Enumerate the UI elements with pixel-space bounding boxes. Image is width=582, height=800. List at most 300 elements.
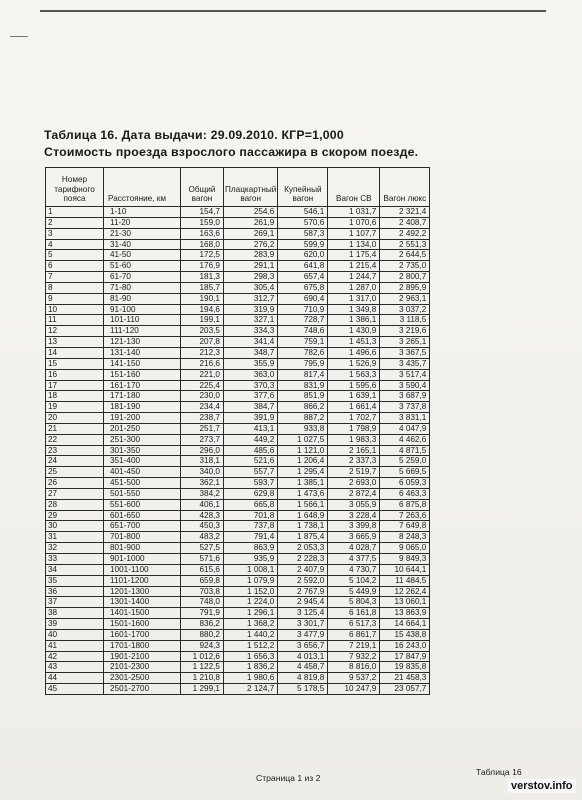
cell-platzkart: 2 124,7	[224, 684, 278, 695]
cell-common: 159,0	[181, 217, 224, 228]
cell-zone: 12	[46, 326, 104, 337]
cell-sv: 7 932,2	[328, 651, 380, 662]
cell-zone: 31	[46, 532, 104, 543]
cell-coupe: 599,9	[278, 239, 328, 250]
table-row	[46, 293, 430, 304]
cell-lux: 3 687,9	[380, 391, 430, 402]
cell-distance: 191-200	[104, 413, 181, 424]
cell-lux: 3 265,1	[380, 337, 430, 348]
cell-platzkart: 391,9	[224, 413, 278, 424]
cell-lux: 23 057,7	[380, 684, 430, 695]
cell-lux: 3 367,5	[380, 347, 430, 358]
cell-platzkart: 319,9	[224, 304, 278, 315]
cell-zone: 43	[46, 662, 104, 673]
cell-platzkart: 1 656,3	[224, 651, 278, 662]
cell-lux: 3 118,5	[380, 315, 430, 326]
cell-lux: 13 863,9	[380, 608, 430, 619]
table-row	[46, 597, 430, 608]
cell-platzkart: 1 980,6	[224, 673, 278, 684]
cell-distance: 31-40	[104, 239, 181, 250]
cell-coupe: 887,2	[278, 413, 328, 424]
cell-distance: 1601-1700	[104, 629, 181, 640]
cell-common: 483,2	[181, 532, 224, 543]
cell-distance: 151-160	[104, 369, 181, 380]
cell-platzkart: 1 152,0	[224, 586, 278, 597]
table-row	[46, 272, 430, 283]
cell-platzkart: 935,9	[224, 554, 278, 565]
cell-distance: 901-1000	[104, 554, 181, 565]
cell-distance: 81-90	[104, 293, 181, 304]
cell-zone: 39	[46, 619, 104, 630]
cell-platzkart: 370,3	[224, 380, 278, 391]
cell-distance: 201-250	[104, 423, 181, 434]
cell-common: 880,2	[181, 629, 224, 640]
cell-sv: 1 244,7	[328, 272, 380, 283]
table-row	[46, 499, 430, 510]
cell-zone: 8	[46, 282, 104, 293]
cell-lux: 6 875,8	[380, 499, 430, 510]
cell-distance: 501-550	[104, 488, 181, 499]
table-row	[46, 217, 430, 228]
cell-coupe: 1 738,1	[278, 521, 328, 532]
cell-zone: 36	[46, 586, 104, 597]
cell-sv: 8 816,0	[328, 662, 380, 673]
cell-lux: 3 219,6	[380, 326, 430, 337]
cell-coupe: 1 648,9	[278, 510, 328, 521]
cell-sv: 3 228,4	[328, 510, 380, 521]
cell-lux: 12 262,4	[380, 586, 430, 597]
cell-common: 406,1	[181, 499, 224, 510]
cell-platzkart: 355,9	[224, 358, 278, 369]
table-row	[46, 640, 430, 651]
cell-coupe: 795,9	[278, 358, 328, 369]
cell-lux: 15 438,8	[380, 629, 430, 640]
cell-coupe: 2 053,3	[278, 543, 328, 554]
table-row	[46, 554, 430, 565]
cell-common: 221,0	[181, 369, 224, 380]
cell-sv: 1 134,0	[328, 239, 380, 250]
cell-lux: 2 321,4	[380, 207, 430, 218]
cell-platzkart: 363,0	[224, 369, 278, 380]
cell-platzkart: 737,8	[224, 521, 278, 532]
cell-zone: 37	[46, 597, 104, 608]
cell-common: 615,6	[181, 564, 224, 575]
cell-sv: 1 526,9	[328, 358, 380, 369]
cell-coupe: 2 767,9	[278, 586, 328, 597]
table-row	[46, 391, 430, 402]
cell-zone: 5	[46, 250, 104, 261]
cell-sv: 1 070,6	[328, 217, 380, 228]
cell-distance: 1301-1400	[104, 597, 181, 608]
cell-coupe: 728,7	[278, 315, 328, 326]
cell-common: 181,3	[181, 272, 224, 283]
cell-lux: 3 737,8	[380, 402, 430, 413]
cell-platzkart: 261,9	[224, 217, 278, 228]
cell-coupe: 2 945,4	[278, 597, 328, 608]
cell-coupe: 710,9	[278, 304, 328, 315]
cell-coupe: 5 178,5	[278, 684, 328, 695]
cell-common: 1 122,5	[181, 662, 224, 673]
cell-lux: 16 243,0	[380, 640, 430, 651]
cell-distance: 451-500	[104, 478, 181, 489]
cell-lux: 2 408,7	[380, 217, 430, 228]
cell-sv: 1 175,4	[328, 250, 380, 261]
cell-zone: 26	[46, 478, 104, 489]
cell-coupe: 657,4	[278, 272, 328, 283]
cell-sv: 2 337,3	[328, 456, 380, 467]
cell-sv: 1 317,0	[328, 293, 380, 304]
cell-distance: 351-400	[104, 456, 181, 467]
cell-common: 450,3	[181, 521, 224, 532]
cell-lux: 17 847,9	[380, 651, 430, 662]
table-row	[46, 456, 430, 467]
cell-zone: 22	[46, 434, 104, 445]
cell-sv: 4 730,7	[328, 564, 380, 575]
cell-zone: 33	[46, 554, 104, 565]
table-row	[46, 413, 430, 424]
table-row	[46, 239, 430, 250]
cell-distance: 111-120	[104, 326, 181, 337]
cell-zone: 6	[46, 261, 104, 272]
cell-common: 225,4	[181, 380, 224, 391]
cell-common: 230,0	[181, 391, 224, 402]
cell-platzkart: 1 224,0	[224, 597, 278, 608]
cell-platzkart: 1 008,1	[224, 564, 278, 575]
cell-sv: 10 247,9	[328, 684, 380, 695]
table-row	[46, 282, 430, 293]
document-subtitle: Стоимость проезда взрослого пассажира в скором поезде.	[44, 145, 419, 159]
cell-distance: 701-800	[104, 532, 181, 543]
cell-zone: 34	[46, 564, 104, 575]
table-row	[46, 575, 430, 586]
cell-common: 234,4	[181, 402, 224, 413]
cell-zone: 4	[46, 239, 104, 250]
cell-lux: 2 735,0	[380, 261, 430, 272]
cell-lux: 4 871,5	[380, 445, 430, 456]
cell-zone: 27	[46, 488, 104, 499]
header-lux-car: Вагон люкс	[380, 168, 430, 207]
cell-sv: 1 661,4	[328, 402, 380, 413]
cell-distance: 161-170	[104, 380, 181, 391]
cell-distance: 181-190	[104, 402, 181, 413]
cell-sv: 3 399,8	[328, 521, 380, 532]
cell-coupe: 2 407,9	[278, 564, 328, 575]
cell-common: 194,6	[181, 304, 224, 315]
cell-coupe: 2 228,3	[278, 554, 328, 565]
corner-mark	[10, 36, 28, 37]
table-row	[46, 326, 430, 337]
cell-coupe: 2 592,0	[278, 575, 328, 586]
table-row	[46, 488, 430, 499]
cell-sv: 5 449,9	[328, 586, 380, 597]
cell-lux: 10 644,1	[380, 564, 430, 575]
cell-lux: 13 060,1	[380, 597, 430, 608]
document-title: Таблица 16. Дата выдачи: 29.09.2010. КГР=1,000	[44, 128, 344, 142]
cell-common: 571,6	[181, 554, 224, 565]
cell-platzkart: 449,2	[224, 434, 278, 445]
cell-zone: 35	[46, 575, 104, 586]
cell-platzkart: 701,8	[224, 510, 278, 521]
cell-sv: 2 693,0	[328, 478, 380, 489]
cell-distance: 1001-1100	[104, 564, 181, 575]
cell-platzkart: 269,1	[224, 228, 278, 239]
cell-common: 836,2	[181, 619, 224, 630]
cell-platzkart: 254,6	[224, 207, 278, 218]
cell-zone: 23	[46, 445, 104, 456]
table-row	[46, 478, 430, 489]
table-row	[46, 629, 430, 640]
cell-platzkart: 1 079,9	[224, 575, 278, 586]
cell-distance: 801-900	[104, 543, 181, 554]
cell-zone: 20	[46, 413, 104, 424]
cell-lux: 2 895,9	[380, 282, 430, 293]
table-label: Таблица 16	[476, 767, 522, 777]
header-coupe-car: Купейный вагон	[278, 168, 328, 207]
cell-distance: 1-10	[104, 207, 181, 218]
cell-platzkart: 305,4	[224, 282, 278, 293]
table-row	[46, 684, 430, 695]
table-row	[46, 261, 430, 272]
cell-common: 340,0	[181, 467, 224, 478]
cell-lux: 21 458,3	[380, 673, 430, 684]
cell-common: 273,7	[181, 434, 224, 445]
cell-coupe: 831,9	[278, 380, 328, 391]
cell-zone: 25	[46, 467, 104, 478]
cell-distance: 121-130	[104, 337, 181, 348]
table-body	[46, 207, 430, 695]
cell-zone: 19	[46, 402, 104, 413]
table-row	[46, 250, 430, 261]
top-border-line	[40, 10, 546, 12]
cell-common: 791,9	[181, 608, 224, 619]
cell-common: 190,1	[181, 293, 224, 304]
cell-sv: 1 798,9	[328, 423, 380, 434]
table-row	[46, 423, 430, 434]
cell-lux: 11 484,5	[380, 575, 430, 586]
cell-lux: 3 435,7	[380, 358, 430, 369]
cell-zone: 3	[46, 228, 104, 239]
cell-sv: 1 349,8	[328, 304, 380, 315]
table-row	[46, 521, 430, 532]
table-row	[46, 445, 430, 456]
cell-lux: 7 263,6	[380, 510, 430, 521]
cell-distance: 251-300	[104, 434, 181, 445]
cell-platzkart: 1 296,1	[224, 608, 278, 619]
cell-lux: 3 831,1	[380, 413, 430, 424]
cell-common: 168,0	[181, 239, 224, 250]
cell-platzkart: 283,9	[224, 250, 278, 261]
cell-distance: 1201-1300	[104, 586, 181, 597]
cell-common: 163,6	[181, 228, 224, 239]
cell-distance: 1401-1500	[104, 608, 181, 619]
page-number: Страница 1 из 2	[256, 773, 321, 783]
table-row	[46, 369, 430, 380]
cell-common: 527,5	[181, 543, 224, 554]
cell-common: 1 299,1	[181, 684, 224, 695]
cell-platzkart: 327,1	[224, 315, 278, 326]
cell-common: 185,7	[181, 282, 224, 293]
cell-common: 238,7	[181, 413, 224, 424]
cell-sv: 6 161,8	[328, 608, 380, 619]
cell-coupe: 3 125,4	[278, 608, 328, 619]
cell-lux: 3 590,4	[380, 380, 430, 391]
cell-zone: 21	[46, 423, 104, 434]
cell-distance: 101-110	[104, 315, 181, 326]
cell-lux: 6 463,3	[380, 488, 430, 499]
cell-zone: 32	[46, 543, 104, 554]
table-row	[46, 304, 430, 315]
cell-common: 428,3	[181, 510, 224, 521]
cell-sv: 4 377,5	[328, 554, 380, 565]
cell-zone: 45	[46, 684, 104, 695]
cell-coupe: 1 295,4	[278, 467, 328, 478]
cell-zone: 30	[46, 521, 104, 532]
cell-sv: 1 702,7	[328, 413, 380, 424]
cell-platzkart: 863,9	[224, 543, 278, 554]
cell-coupe: 866,2	[278, 402, 328, 413]
cell-common: 362,1	[181, 478, 224, 489]
cell-distance: 71-80	[104, 282, 181, 293]
cell-coupe: 4 819,8	[278, 673, 328, 684]
cell-lux: 9 065,0	[380, 543, 430, 554]
header-zone-number: Номер тарифного пояса	[46, 168, 104, 207]
cell-common: 296,0	[181, 445, 224, 456]
cell-sv: 1 563,3	[328, 369, 380, 380]
cell-zone: 15	[46, 358, 104, 369]
cell-coupe: 1 027,5	[278, 434, 328, 445]
cell-platzkart: 341,4	[224, 337, 278, 348]
cell-distance: 141-150	[104, 358, 181, 369]
cell-lux: 2 644,5	[380, 250, 430, 261]
cell-sv: 5 104,2	[328, 575, 380, 586]
cell-zone: 1	[46, 207, 104, 218]
cell-sv: 3 055,9	[328, 499, 380, 510]
cell-sv: 3 665,9	[328, 532, 380, 543]
cell-distance: 21-30	[104, 228, 181, 239]
cell-lux: 3 037,2	[380, 304, 430, 315]
cell-coupe: 675,8	[278, 282, 328, 293]
cell-lux: 5 259,0	[380, 456, 430, 467]
cell-sv: 1 639,1	[328, 391, 380, 402]
cell-sv: 1 107,7	[328, 228, 380, 239]
table-header-row	[46, 168, 430, 207]
table-row	[46, 358, 430, 369]
cell-common: 748,0	[181, 597, 224, 608]
cell-common: 154,7	[181, 207, 224, 218]
cell-distance: 2101-2300	[104, 662, 181, 673]
cell-coupe: 570,6	[278, 217, 328, 228]
cell-common: 1 012,6	[181, 651, 224, 662]
cell-common: 203,5	[181, 326, 224, 337]
cell-sv: 9 537,2	[328, 673, 380, 684]
cell-sv: 1 983,3	[328, 434, 380, 445]
table-row	[46, 402, 430, 413]
cell-platzkart: 334,3	[224, 326, 278, 337]
cell-coupe: 3 477,9	[278, 629, 328, 640]
cell-sv: 1 386,1	[328, 315, 380, 326]
cell-platzkart: 1 368,2	[224, 619, 278, 630]
cell-distance: 171-180	[104, 391, 181, 402]
cell-lux: 5 669,5	[380, 467, 430, 478]
cell-coupe: 4 013,1	[278, 651, 328, 662]
cell-zone: 29	[46, 510, 104, 521]
cell-coupe: 759,1	[278, 337, 328, 348]
cell-common: 318,1	[181, 456, 224, 467]
cell-platzkart: 291,1	[224, 261, 278, 272]
cell-sv: 1 287,0	[328, 282, 380, 293]
cell-platzkart: 377,6	[224, 391, 278, 402]
cell-lux: 4 047,9	[380, 423, 430, 434]
cell-sv: 1 031,7	[328, 207, 380, 218]
table-row	[46, 347, 430, 358]
cell-distance: 51-60	[104, 261, 181, 272]
cell-lux: 6 059,3	[380, 478, 430, 489]
cell-coupe: 1 875,4	[278, 532, 328, 543]
table-row	[46, 434, 430, 445]
table-row	[46, 673, 430, 684]
cell-zone: 42	[46, 651, 104, 662]
cell-sv: 2 872,4	[328, 488, 380, 499]
cell-zone: 41	[46, 640, 104, 651]
cell-coupe: 748,6	[278, 326, 328, 337]
cell-platzkart: 1 512,2	[224, 640, 278, 651]
cell-distance: 11-20	[104, 217, 181, 228]
cell-coupe: 587,3	[278, 228, 328, 239]
header-common-car: Общий вагон	[181, 168, 224, 207]
cell-zone: 13	[46, 337, 104, 348]
cell-platzkart: 557,7	[224, 467, 278, 478]
cell-zone: 7	[46, 272, 104, 283]
cell-coupe: 933,8	[278, 423, 328, 434]
cell-common: 703,8	[181, 586, 224, 597]
cell-zone: 9	[46, 293, 104, 304]
table-row	[46, 564, 430, 575]
table-row	[46, 608, 430, 619]
cell-coupe: 641,8	[278, 261, 328, 272]
cell-sv: 2 165,1	[328, 445, 380, 456]
table-row	[46, 380, 430, 391]
cell-common: 212,3	[181, 347, 224, 358]
cell-common: 924,3	[181, 640, 224, 651]
cell-coupe: 690,4	[278, 293, 328, 304]
cell-distance: 1901-2100	[104, 651, 181, 662]
cell-common: 251,7	[181, 423, 224, 434]
cell-common: 199,1	[181, 315, 224, 326]
table-row	[46, 315, 430, 326]
cell-distance: 131-140	[104, 347, 181, 358]
cell-platzkart: 312,7	[224, 293, 278, 304]
cell-sv: 6 517,3	[328, 619, 380, 630]
cell-coupe: 1 206,4	[278, 456, 328, 467]
cell-zone: 11	[46, 315, 104, 326]
cell-platzkart: 1 836,2	[224, 662, 278, 673]
cell-platzkart: 629,8	[224, 488, 278, 499]
cell-platzkart: 298,3	[224, 272, 278, 283]
cell-zone: 17	[46, 380, 104, 391]
table-row	[46, 662, 430, 673]
cell-distance: 1501-1600	[104, 619, 181, 630]
cell-common: 1 210,8	[181, 673, 224, 684]
cell-lux: 14 664,1	[380, 619, 430, 630]
cell-lux: 9 849,3	[380, 554, 430, 565]
cell-common: 384,2	[181, 488, 224, 499]
cell-coupe: 1 473,6	[278, 488, 328, 499]
cell-lux: 2 492,2	[380, 228, 430, 239]
cell-coupe: 620,0	[278, 250, 328, 261]
cell-coupe: 3 656,7	[278, 640, 328, 651]
cell-distance: 651-700	[104, 521, 181, 532]
cell-coupe: 546,1	[278, 207, 328, 218]
